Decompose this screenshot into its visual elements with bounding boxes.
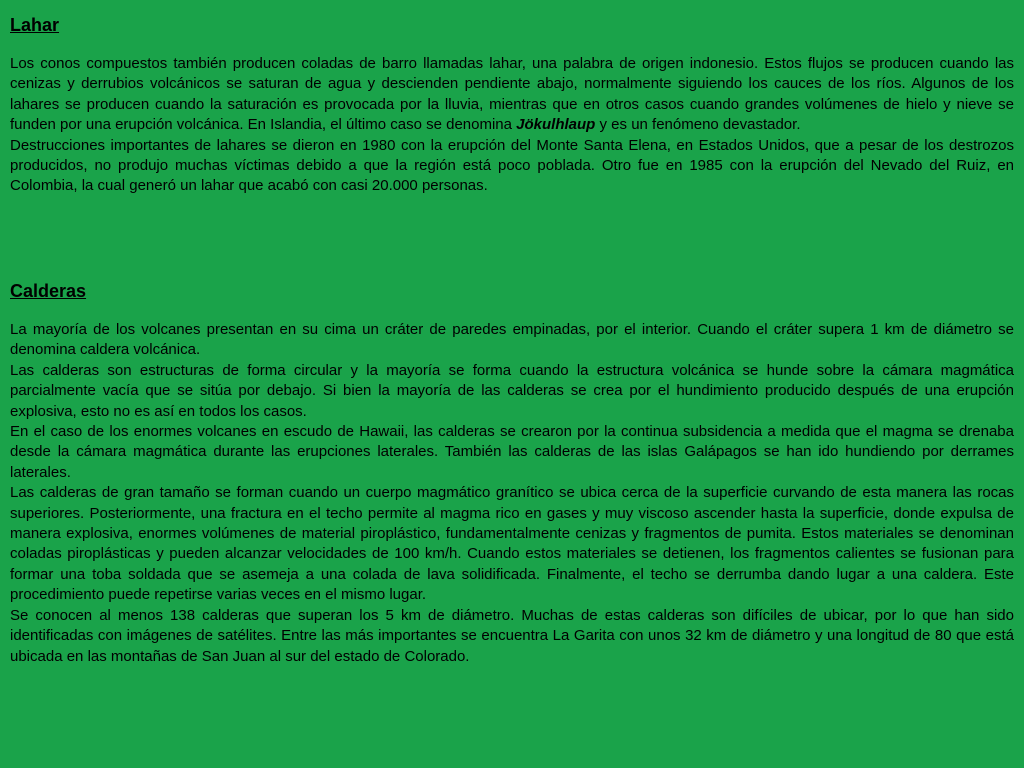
calderas-paragraph-4: Las calderas de gran tamaño se forman cuando un cuerpo magmático granítico se ubica cerca de la superficie curvando de esta manera las rocas superiores. Posteriormente, una fractura en el techo permite al magma rico en gases y muy viscoso ascender hasta la superficie, donde expulsa de manera explosiva, enormes volúmenes de material piroplástico, fundamentalmente cenizas y fragmentos de pumita. Estos materiales se denominan coladas piroplásticas y pueden alcanzar velocidades de 100 km/h. Cuando estos materiales se detienen, los fragmentos calientes se fusionan para formar una toba soldada que se asemeja a una colada de lava solidificada. Finalmente, el techo se derrumba dando lugar a una caldera. Este procedimiento puede repetirse varias veces en el mismo lugar. bbox=[10, 484, 1014, 604]
calderas-paragraph-3: En el caso de los enormes volcanes en escudo de Hawaii, las calderas se crearon por la continua subsidencia a medida que el magma se drenaba desde la cámara magmática durante las erupciones laterales. También las calderas de las islas Galápagos se han ido hundiendo por derrames laterales. bbox=[10, 423, 1014, 481]
lahar-section bbox=[10, 14, 1014, 197]
lahar-paragraph-1 bbox=[10, 54, 1014, 136]
lahar-paragraph-1-text: Los conos compuestos también producen coladas de barro llamadas lahar, una palabra de origen indonesio. Estos flujos se producen cuando las cenizas y derrubios volcánicos se saturan de agua y descienden pendiente abajo, normalmente siguiendo los cauces de los ríos. Algunos de los lahares se producen cuando la saturación es provocada por la lluvia, mientras que en otros casos cuando grandes volúmenes de hielo y nieve se funden por una erupción volcánica. En Islandia, el último caso se denomina bbox=[10, 55, 1014, 134]
lahar-paragraph-1-tail: y es un fenómeno devastador. bbox=[595, 116, 801, 134]
calderas-paragraph-1: La mayoría de los volcanes presentan en su cima un cráter de paredes empinadas, por el interior. Cuando el cráter supera 1 km de diámetro se denomina caldera volcánica. bbox=[10, 321, 1014, 359]
calderas-paragraph-5: Se conocen al menos 138 calderas que superan los 5 km de diámetro. Muchas de estas calderas son difíciles de ubicar, por lo que han sido identificadas con imágenes de satélites. Entre las más importantes se encuentra La Garita con unos 32 km de diámetro y una longitud de 80 que está ubicada en las montañas de San Juan al sur del estado de Colorado. bbox=[10, 606, 1014, 665]
calderas-paragraph-2: Las calderas son estructuras de forma circular y la mayoría se forma cuando la estructura volcánica se hunde sobre la cámara magmática parcialmente vacía que se sitúa por debajo. Si bien la mayoría de las calderas se crea por el hundimiento producido después de una erupción explosiva, esto no es así en todos los casos. bbox=[10, 361, 1014, 420]
calderas-heading: Calderas bbox=[10, 281, 87, 301]
lahar-paragraph-2: Destrucciones importantes de lahares se dieron en 1980 con la erupción del Monte Santa Elena, en Estados Unidos, que a pesar de los destrozos producidos, no produjo muchas víctimas debido a que la región está poco poblada. Otro fue en 1985 con la erupción del Nevado del Ruiz, en Colombia, la cual generó un lahar que acabó con casi 20.000 personas. bbox=[10, 136, 1014, 195]
lahar-heading: Lahar bbox=[10, 15, 60, 35]
calderas-section bbox=[10, 280, 1014, 667]
jokulhlaup-term: Jökulhlaup bbox=[516, 116, 596, 134]
